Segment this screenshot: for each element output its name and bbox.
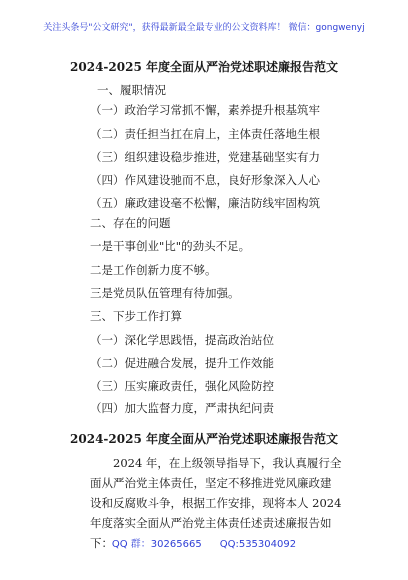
header-notice: 关注头条号"公文研究"，获得最新最全最专业的公文资料库！ 微信：gongwenyj — [43, 23, 365, 33]
qq-number: QQ:535304092 — [219, 539, 297, 550]
section-heading-problems: 二、存在的问题 — [90, 216, 171, 230]
intro-paragraph: 2024 年，在上级领导指导下，我认真履行全面从严治党主体责任，坚定不移推进党风廉政建设和反腐败斗争，根据工作安排，现将本人 2024 年度落实全面从严治党主体责任述责述廉报告如下： — [90, 456, 342, 550]
section-heading-duties: 一、履职情况 — [97, 83, 166, 97]
list-item: （三）组织建设稳步推进，党建基础坚实有力 — [90, 150, 320, 164]
list-item: （四）加大监督力度，严肃执纪问责 — [90, 401, 274, 415]
list-item: （五）廉政建设毫不松懈，廉洁防线牢固构筑 — [90, 196, 320, 210]
list-item: （一）深化学思践悟，提高政治站位 — [90, 333, 274, 347]
section-heading-plans: 三、下步工作打算 — [90, 309, 182, 323]
list-item: （四）作风建设驰而不息，良好形象深入人心 — [90, 173, 320, 187]
list-item: （三）压实廉政责任，强化风险防控 — [90, 379, 274, 393]
list-item: （一）政治学习常抓不懈，素养提升根基筑牢 — [90, 103, 320, 117]
qq-group: QQ 群：30265665 — [111, 539, 202, 550]
footer-contacts — [0, 535, 408, 550]
list-item: 三是党员队伍管理有待加强。 — [90, 286, 240, 300]
list-item: 一是干事创业"比"的劲头不足。 — [90, 239, 251, 253]
document-title-repeat: 2024-2025 年度全面从严治党述职述廉报告范文 — [70, 432, 338, 446]
list-item: （二）促进融合发展，提升工作效能 — [90, 356, 274, 370]
list-item: （二）责任担当扛在肩上，主体责任落地生根 — [90, 127, 320, 141]
document-title: 2024-2025 年度全面从严治党述职述廉报告范文 — [70, 60, 338, 74]
list-item: 二是工作创新力度不够。 — [90, 263, 217, 277]
